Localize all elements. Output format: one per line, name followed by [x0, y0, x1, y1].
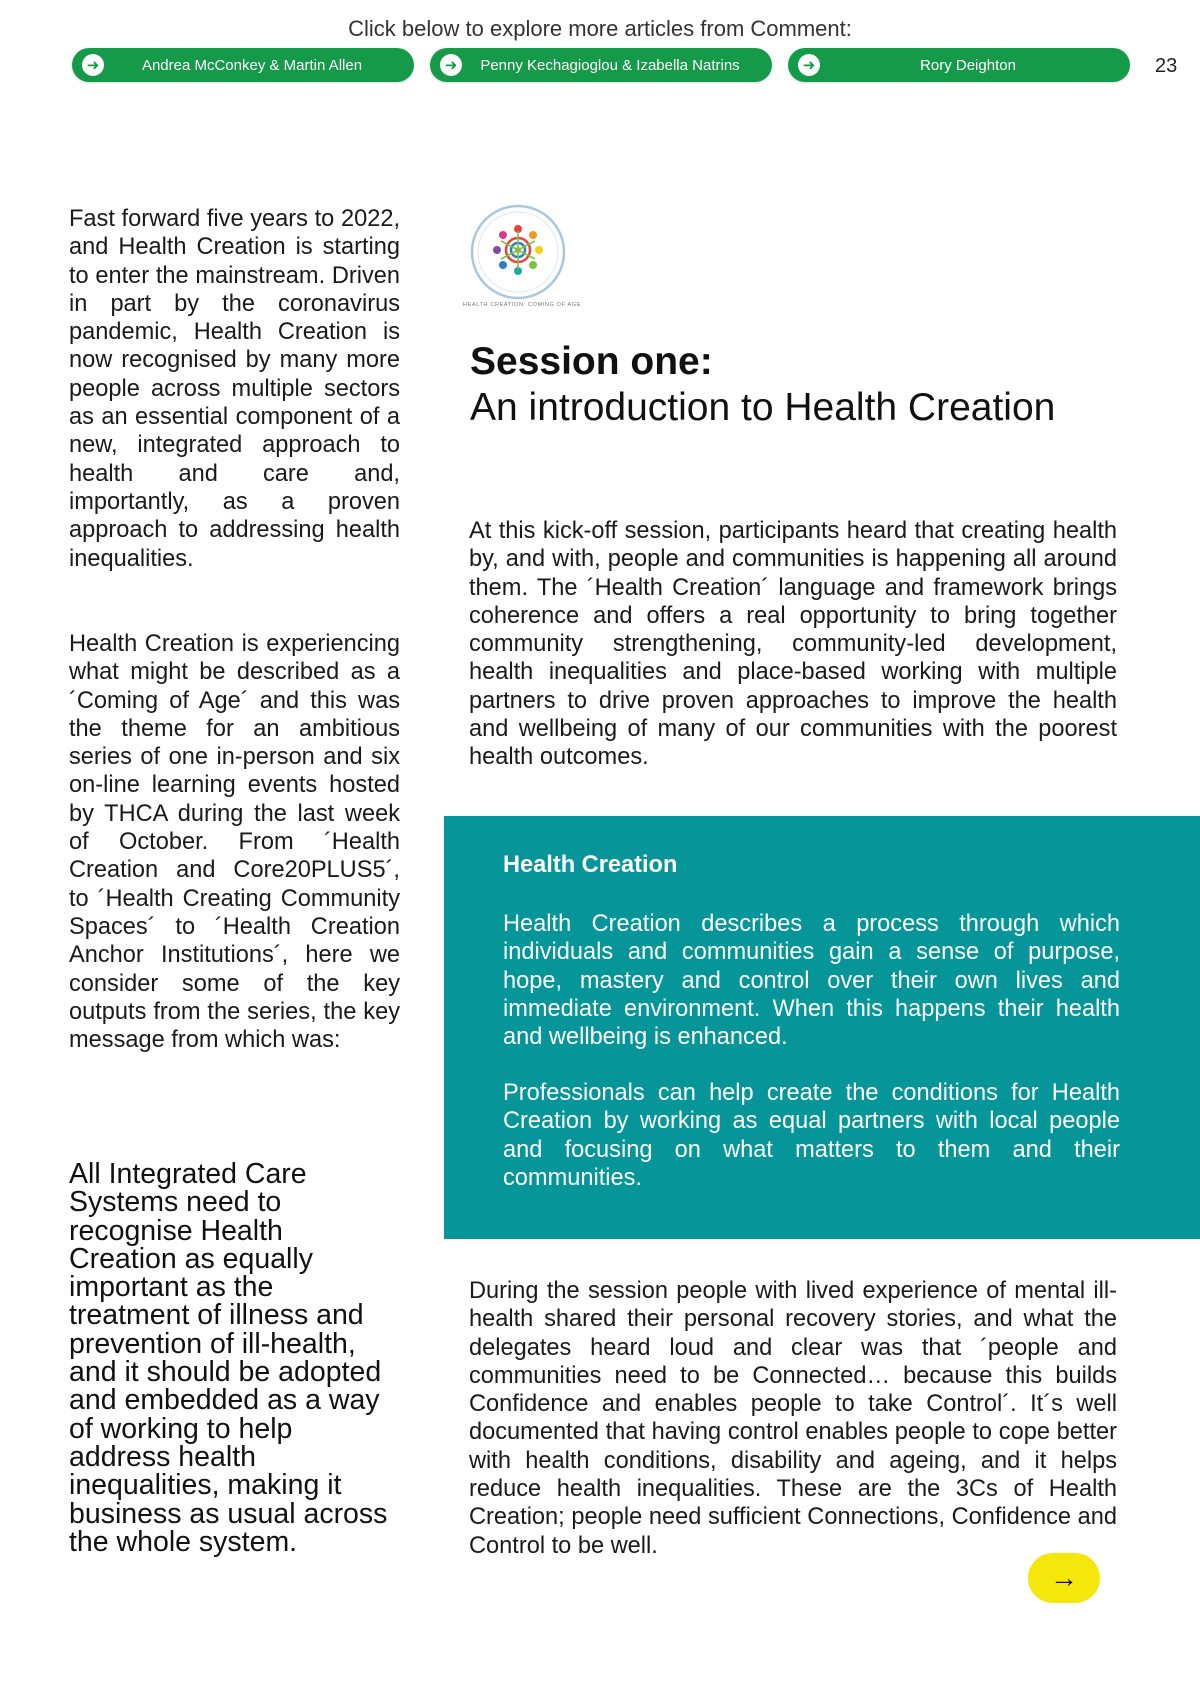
article-link-deighton[interactable] [788, 48, 1130, 82]
session-title: Session one: [470, 340, 713, 383]
health-creation-logo-icon [460, 200, 585, 312]
article-link-label: Andrea McConkey & Martin Allen [141, 56, 363, 74]
arrow-circle-icon: ➜ [440, 54, 462, 76]
page-number: 23 [1155, 55, 1178, 77]
arrow-circle-icon: ➜ [82, 54, 104, 76]
article-link-label: Rory Deighton [920, 56, 1016, 74]
logo-caption: HEALTH CREATION: COMING OF AGE [462, 302, 582, 308]
pull-quote: All Integrated Care Systems need to recognise Health Creation as equally important as the treatment of illness and prevention of ill-health, and it should be adopted and embedded as a way of working to help address health inequalities, making it business as usual across the whole system. [69, 1158, 388, 1558]
session-conclusion: During the session people with lived experience of mental ill-health shared their personal recovery stories, and what the delegates heard loud and clear was that ´people and communities need to be Connected… because this builds Confidence and enables people to take Control´. It´s well documented that having control enables people to cope better with health conditions, disability and ageing, and it helps reduce health inequalities. These are the 3Cs of Health Creation; people need sufficient Connections, Confidence and Control to be well. [469, 1278, 1117, 1559]
body-paragraph-1: Fast forward five years to 2022, and Health Creation is starting to enter the mainstream. Driven in part by the coronavirus pandemic, Health Creation is now recognised by many more people across multiple sectors as an essential component of a new, integrated approach to health and care and, importantly, as a proven approach to addressing health inequalities. [69, 206, 400, 572]
arrow-right-icon: → [1050, 1562, 1078, 1593]
article-link-kechagioglou-natrins[interactable] [430, 48, 772, 82]
article-link-label: Penny Kechagioglou & Izabella Natrins [480, 56, 740, 74]
article-link-mcconkey-allen[interactable] [72, 48, 414, 82]
definition-heading: Health Creation [503, 852, 678, 878]
arrow-circle-icon: ➜ [798, 54, 820, 76]
body-paragraph-2: Health Creation is experiencing what might be described as a ´Coming of Age´ and this was the theme for an ambitious series of one in-person and six on-line learning events hosted by THCA during the last week of October. From ´Health Creation and Core20PLUS5´, to ´Health Creating Community Spaces´ to ´Health Creation Anchor Institutions´, here we consider some of the key outputs from the series, the key message from which was: [69, 631, 400, 1054]
session-intro: At this kick-off session, participants heard that creating health by, and with, people and communities is happening all around them. The ´Health Creation´ language and framework brings coherence and offers a real opportunity to bring together community strengthening, community-led development, health inequalities and place-based working with multiple partners to drive proven approaches to improve the health and wellbeing of many of our communities with the poorest health outcomes. [469, 518, 1117, 771]
explore-prompt: Click below to explore more articles from Comment: [348, 16, 852, 41]
session-subtitle: An introduction to Health Creation [470, 386, 1056, 429]
next-page-button[interactable] [1028, 1553, 1100, 1603]
definition-paragraph-2: Professionals can help create the conditions for Health Creation by working as equal partners with local people and focusing on what matters to them and their communities. [503, 1080, 1120, 1191]
definition-paragraph-1: Health Creation describes a process through which individuals and communities gain a sense of purpose, hope, mastery and control over their own lives and immediate environment. When this happens their health and wellbeing is enhanced. [503, 911, 1120, 1051]
